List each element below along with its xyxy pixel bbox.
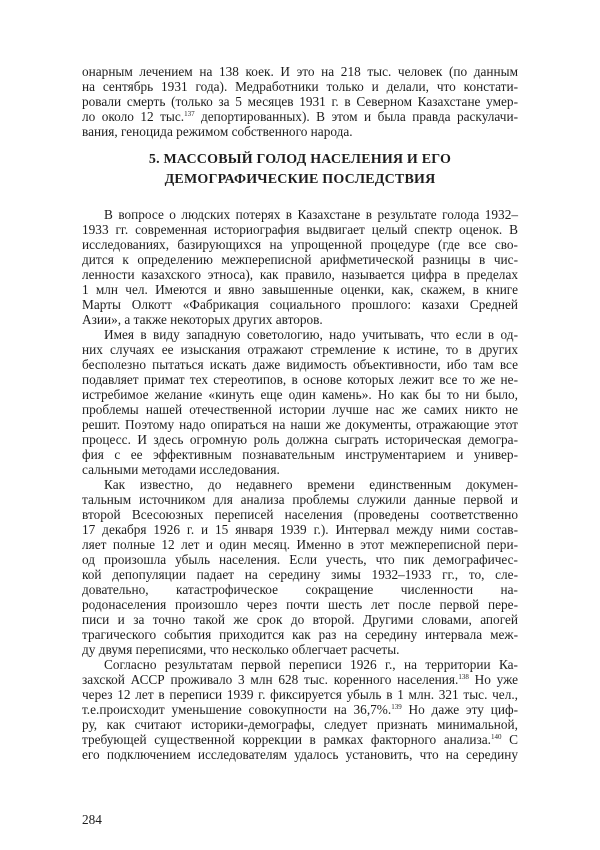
- text-line: его подключением исследователям удалось установить, что на середину: [82, 747, 518, 762]
- paragraph: [82, 207, 518, 327]
- body-text: [82, 207, 518, 762]
- text-line: бесполезно пытаться искать даже видимость объективности, ибо там все: [82, 357, 518, 372]
- text-line: ленности казахского этноса), как правило, называется цифра в пределах: [82, 267, 518, 282]
- text-line: довательно, катастрофическое сокращение численности на-: [82, 582, 518, 597]
- footnote-reference: 140: [491, 733, 502, 741]
- text-line: дится к определению межпереписной арифметической разницы в чис-: [82, 252, 518, 267]
- text-line: ровали смерть (только за 5 месяцев 1931 г. в Северном Казахстане умер-: [82, 94, 518, 109]
- top-paragraph: [82, 64, 518, 139]
- paragraph: [82, 64, 518, 139]
- section-heading-line-1: 5. МАССОВЫЙ ГОЛОД НАСЕЛЕНИЯ И ЕГО: [148, 152, 452, 167]
- text-line: подавляет примат тех стереотипов, в основе которых лежит все то же не-: [82, 372, 518, 387]
- text-line: тальным источником для анализа проблемы служили данные первой и: [82, 492, 518, 507]
- text-line: Марты Олкотт «Фабрикация социального прошлого: казахи Средней: [82, 297, 518, 312]
- text-line: проблемы нашей отечественной истории лучше нас же самих никто не: [82, 402, 518, 417]
- footnote-reference: 137: [184, 110, 195, 118]
- page-number: 284: [82, 812, 102, 827]
- text-line: Имея в виду западную советологию, надо учитывать, что если в од-: [104, 327, 518, 342]
- text-line: захской АССР проживало 3 млн 628 тыс. коренного населения.$^{138}$ Но уже: [82, 672, 518, 687]
- paragraph: [82, 327, 518, 477]
- text-line: сальными методами исследования.: [82, 462, 280, 477]
- text-line: т.е.происходит уменьшение совокупности на 36,7%.$^{139}$ Но даже эту циф-: [82, 702, 518, 717]
- text-line: од произошла убыль населения. Если учесть, что пик демографичес-: [82, 552, 518, 567]
- paragraph: [82, 477, 518, 657]
- text-line: второй Всесоюзных переписей населения (проведены соответственно: [82, 507, 518, 522]
- text-line: истребимое желание «кинуть еще один камень». Но как бы то ни было,: [82, 387, 518, 402]
- text-line: родонаселения произошло через почти шесть лет после первой пере-: [82, 597, 518, 612]
- text-line: 1933 гг. современная историография выдвигает целый спектр оценок. В: [82, 222, 518, 237]
- text-line: ду двумя переписями, что несколько облегчает расчеты.: [82, 642, 400, 657]
- text-line: Азии», а также некоторых других авторов.: [82, 312, 323, 327]
- footnote-reference: 139: [391, 703, 402, 711]
- section-heading-line-2: ДЕМОГРАФИЧЕСКИЕ ПОСЛЕДСТВИЯ: [164, 172, 436, 187]
- text-line: процесс. И здесь огромную роль должна сыграть историческая демогра-: [82, 432, 518, 447]
- text-line: на сентябрь 1931 года). Медработники только и делали, что констати-: [82, 79, 518, 94]
- text-line: решит. Поэтому надо опираться на наши же документы, отражающие этот: [82, 417, 518, 432]
- text-line: трагического события приходится как раз на середину интервала меж-: [82, 627, 518, 642]
- section-heading: [0, 150, 600, 190]
- text-line: писи и за точно такой же срок до второй. Другими словами, апогей: [82, 612, 518, 627]
- text-line: фия с ее эффективным познавательным инструментарием и универ-: [82, 447, 518, 462]
- text-line: онарным лечением на 138 коек. И это на 218 тыс. человек (по данным: [82, 64, 518, 79]
- text-line: кой депопуляции падает на середину зимы 1932–1933 гг., то, сле-: [82, 567, 518, 582]
- text-line: ло около 12 тыс.$^{137}$ депортированных). В этом и была правда раскулачи-: [82, 109, 518, 124]
- text-line: 1 млн чел. Имеются и явно завышенные оценки, как, скажем, в книге: [82, 282, 518, 297]
- text-line: ру, как считают историки-демографы, следует признать минимальной,: [82, 717, 518, 732]
- text-line: ляет полные 12 лет и один месяц. Именно в этот межпереписной пери-: [82, 537, 518, 552]
- text-line: Как известно, до недавнего времени единственным докумен-: [104, 477, 518, 492]
- text-line: Согласно результатам первой переписи 1926 г., на территории Ка-: [104, 657, 518, 672]
- text-line: требующей существенной коррекции в рамках факторного анализа.$^{140}$ С: [82, 732, 518, 747]
- text-line: 17 декабря 1926 г. и 15 января 1939 г.). Интервал между ними состав-: [82, 522, 518, 537]
- paragraph: [82, 657, 518, 762]
- text-line: вания, геноцида режимом собственного народа.: [82, 124, 353, 139]
- text-line: В вопросе о людских потерях в Казахстане в результате голода 1932–: [104, 207, 518, 222]
- text-line: через 12 лет в переписи 1939 г. фиксируется убыль в 1 млн. 321 тыс. чел.,: [82, 687, 518, 702]
- footnote-reference: 138: [458, 673, 469, 681]
- text-line: исследованиях, базирующихся на упрощенной процедуре (где все сво-: [82, 237, 518, 252]
- text-line: них случаях ее изыскания отражают стремление к истине, то в других: [82, 342, 518, 357]
